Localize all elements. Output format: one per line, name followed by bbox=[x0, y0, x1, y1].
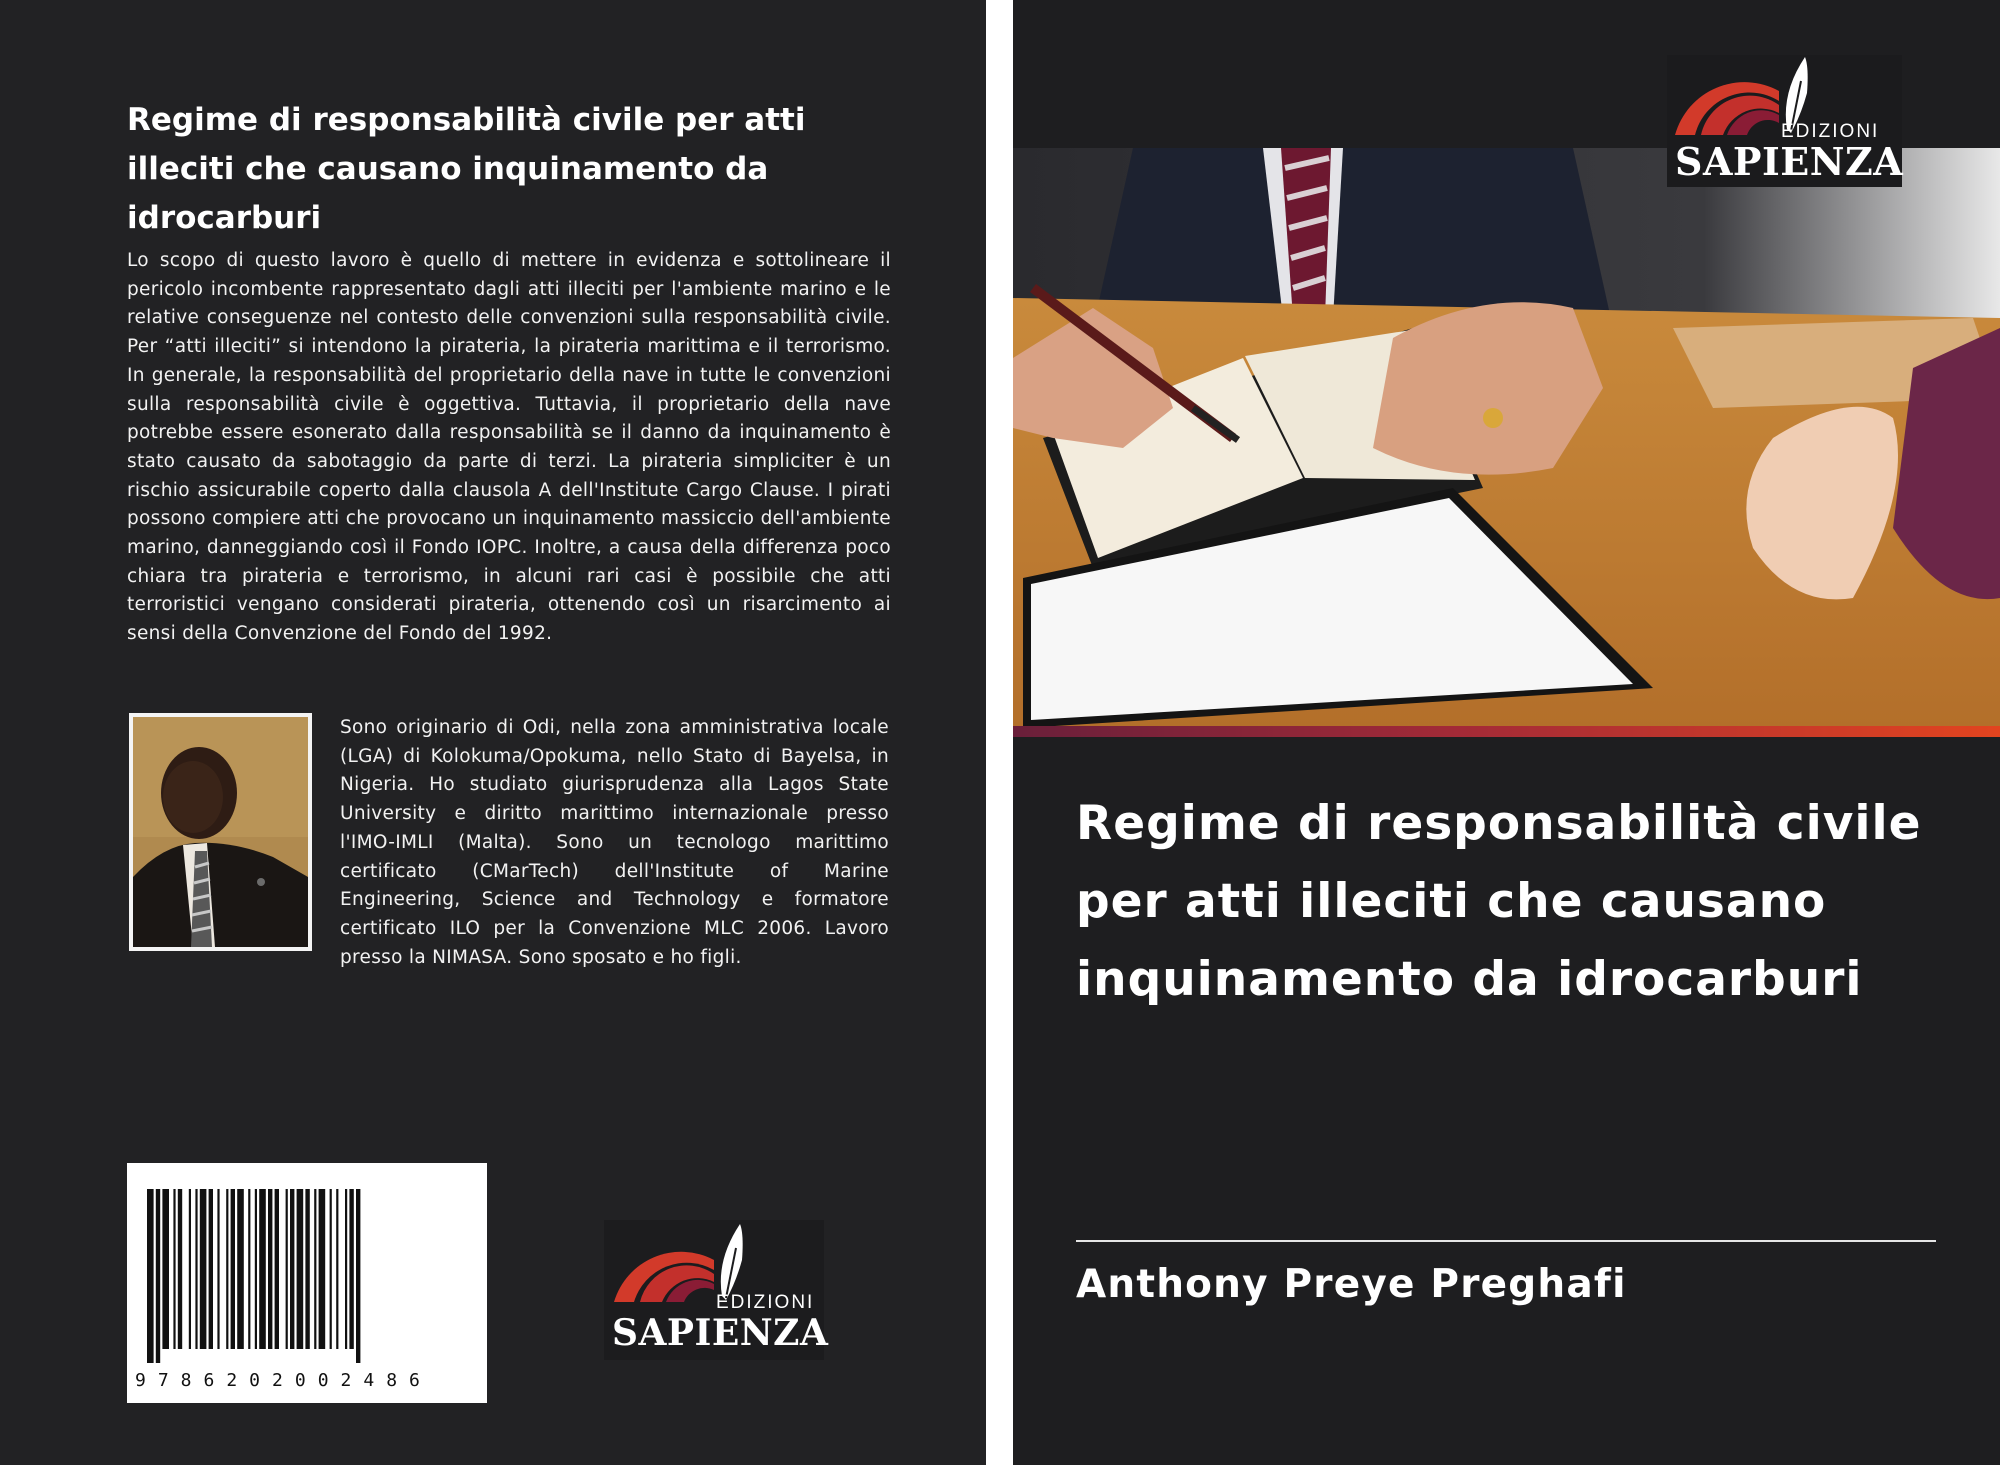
barcode-bar bbox=[173, 1189, 175, 1349]
barcode-bar bbox=[237, 1189, 244, 1349]
barcode-bar bbox=[226, 1189, 228, 1349]
front-cover-title: Regime di responsabilità civile per atti illeciti che causano inquinamento da idrocarburi bbox=[1076, 796, 1922, 1007]
back-cover-description: Lo scopo di questo lavoro è quello di mettere in evidenza e sottolineare il pericolo incombente rappresentato dagli atti illeciti per l'ambiente marino e le relative conseguenze nel contesto delle convenzioni sulla responsabilità civile. Per “atti illeciti” si intendono la pirateria, la pirateria marittima e il terrorismo. In generale, la responsabilità del proprietario della nave in tutte le convenzioni sulla responsabilità civile è oggettiva. Tuttavia, il proprietario della nave potrebbe essere esonerato dalla responsabilità se il danno da inquinamento è stato causato da sabotaggio da parte di terzi. La pirateria simpliciter è un rischio assicurabile coperto dalla clausola A dell'Institute Cargo Clause. I pirati possono compiere atti che provocano un inquinamento massiccio dell'ambiente marino, danneggiando così il Fondo IOPC. Inoltre, a causa della differenza poco chiara tra pirateria e terrorismo, in alcuni rari casi è possibile che atti terroristici vengano considerati pirateria, ottenendo così un risarcimento ai sensi della Convenzione del Fondo del 1992. bbox=[127, 250, 891, 645]
back-cover-title: Regime di responsabilità civile per atti illeciti che causano inquinamento da idrocarburi bbox=[127, 102, 806, 236]
barcode-bar bbox=[268, 1189, 272, 1349]
barcode-bar bbox=[336, 1189, 338, 1349]
barcode-bar bbox=[156, 1189, 160, 1363]
barcode-bar bbox=[147, 1189, 154, 1363]
barcode-bar bbox=[178, 1189, 182, 1349]
barcode-bar bbox=[209, 1189, 213, 1349]
barcode-bar bbox=[290, 1189, 294, 1349]
barcode-bar bbox=[217, 1189, 219, 1349]
author-name: Anthony Preye Preghafi bbox=[1076, 1262, 1627, 1307]
barcode-bar bbox=[189, 1189, 191, 1349]
publisher-editions-label: EDIZIONI bbox=[716, 1292, 815, 1313]
barcode-bar bbox=[356, 1189, 360, 1363]
back-cover bbox=[0, 0, 986, 1465]
front-publisher-logo bbox=[1667, 55, 1902, 187]
barcode-bar bbox=[248, 1189, 250, 1349]
cover-photo bbox=[1013, 148, 2000, 728]
barcode-bar bbox=[330, 1189, 332, 1349]
barcode-bar bbox=[275, 1189, 279, 1349]
barcode-bar bbox=[200, 1189, 207, 1349]
barcode-bar bbox=[297, 1189, 304, 1349]
front-cover bbox=[1013, 0, 2000, 1465]
spine-gap bbox=[986, 0, 1013, 1465]
barcode-bar bbox=[345, 1189, 347, 1349]
title-divider bbox=[1076, 1240, 1936, 1242]
back-publisher-logo bbox=[604, 1220, 829, 1360]
publisher-name: SAPIENZA bbox=[612, 1312, 829, 1354]
barcode-bar bbox=[305, 1189, 309, 1349]
barcode-bar bbox=[259, 1189, 266, 1349]
author-photo bbox=[129, 713, 312, 951]
barcode-bar bbox=[319, 1189, 326, 1349]
barcode-bar bbox=[349, 1189, 353, 1349]
accent-color-band bbox=[1013, 726, 2000, 737]
publisher-name: SAPIENZA bbox=[1675, 139, 1904, 184]
barcode-bar bbox=[195, 1189, 197, 1349]
isbn-barcode bbox=[127, 1163, 487, 1403]
barcode-bar bbox=[255, 1189, 257, 1349]
barcode-bar bbox=[231, 1189, 235, 1349]
author-bio: Sono originario di Odi, nella zona amministrativa locale (LGA) di Kolokuma/Opokuma, nello Stato di Bayelsa, in Nigeria. Ho studiato giurisprudenza alla Lagos State University e diritto marittimo internazionale presso l'IMO-IMLI (Malta). Sono un tecnologo marittimo certificato (CMarTech) dell'Institute of Marine Engineering, Science and Technology e formatore certificato ILO per la Convenzione MLC 2006. Lavoro presso la NIMASA. Sono sposato e ho figli. bbox=[340, 717, 889, 968]
isbn-number: 9786202002486 bbox=[135, 1370, 432, 1391]
barcode-bar bbox=[162, 1189, 169, 1349]
barcode-bar bbox=[314, 1189, 316, 1349]
publisher-editions-label: EDIZIONI bbox=[1781, 121, 1880, 142]
barcode-bar bbox=[286, 1189, 288, 1349]
